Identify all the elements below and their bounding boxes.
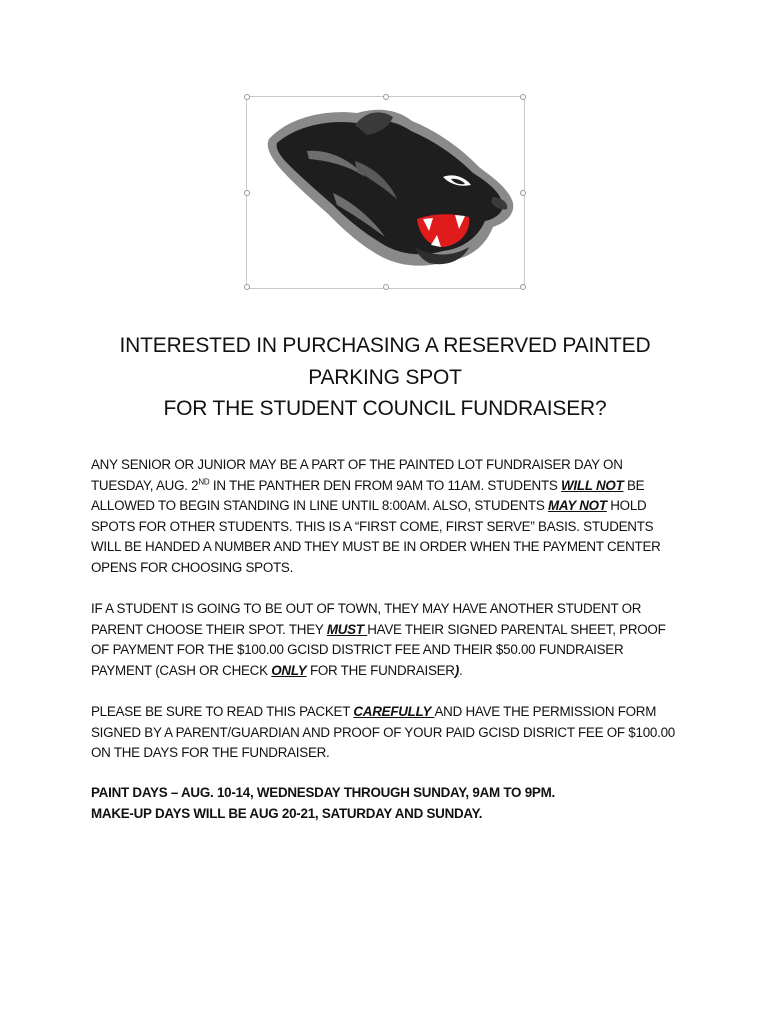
paragraph-text: IN THE PANTHER DEN FROM 9AM TO 11AM. STUDENTS (209, 477, 562, 493)
panther-head-icon (247, 97, 526, 290)
emphasis-must: MUST (326, 621, 368, 637)
paragraph-text: HOLD SPOTS FOR OTHER STUDENTS. THIS IS A “FIRST COME, FIRST SERVE” BASIS. STUDENTS WILL BE HANDED A NUMBER AND THEY MUST BE IN ORDER WHEN THE PAYMENT CENTER OPENS FOR CHOOSING SPOTS. (91, 498, 661, 575)
paragraph-text: HAVE THEIR SIGNED PARENTAL SHEET, PROOF OF PAYMENT FOR THE $100.00 GCISD DISTRICT FEE AND THEIR $50.00 FUNDRAISER PAYMENT (CASH OR CHECK (91, 621, 666, 678)
emphasis-may-not: MAY NOT (548, 498, 607, 514)
paragraph-text: BE ALLOWED TO BEGIN STANDING IN LINE UNTIL 8:00AM. ALSO, STUDENTS (91, 477, 645, 514)
page-title (90, 330, 680, 425)
title-line-2: PARKING SPOT (308, 365, 462, 389)
paragraph-text: PLEASE BE SURE TO READ THIS PACKET (91, 704, 354, 719)
title-line-1: INTERESTED IN PURCHASING A RESERVED PAINTED (119, 334, 651, 357)
paragraph-text: . (458, 662, 463, 678)
paragraph-text: IF A STUDENT IS GOING TO BE OUT OF TOWN, THEY MAY HAVE ANOTHER STUDENT OR PARENT CHOOSE THEIR SPOT. THEY (91, 601, 642, 637)
emphasis-carefully: CAREFULLY (353, 704, 435, 719)
paragraph-signup-day (91, 455, 681, 579)
title-line-3: FOR THE STUDENT COUNCIL FUNDRAISER? (163, 397, 607, 420)
emphasis-will-not: WILL NOT (561, 477, 624, 493)
panther-logo-frame (246, 96, 525, 289)
paragraph-read-packet (91, 702, 681, 764)
paragraph-text: FOR THE FUNDRAISER (306, 662, 455, 678)
ordinal-superscript: ND (198, 477, 210, 487)
emphasis-only: ONLY (271, 662, 307, 678)
paragraph-text: AND HAVE THE PERMISSION FORM SIGNED BY A PARENT/GUARDIAN AND PROOF OF YOUR PAID GCISD DISRICT FEE OF $100.00 ON THE DAYS FOR THE FUNDRAISER. (91, 704, 675, 761)
paragraph-text: ANY SENIOR OR JUNIOR MAY BE A PART OF THE PAINTED LOT FUNDRAISER DAY ON TUESDAY, AUG. 2 (91, 457, 623, 493)
paint-days-line: PAINT DAYS – AUG. 10-14, WEDNESDAY THROUGH SUNDAY, 9AM TO 9PM. (91, 785, 555, 800)
paragraph-dates (91, 783, 681, 824)
paragraph-out-of-town (91, 599, 681, 681)
make-up-days-line: MAKE-UP DAYS WILL BE AUG 20-21, SATURDAY AND SUNDAY. (91, 805, 483, 821)
emphasis-paren: ) (454, 662, 459, 678)
